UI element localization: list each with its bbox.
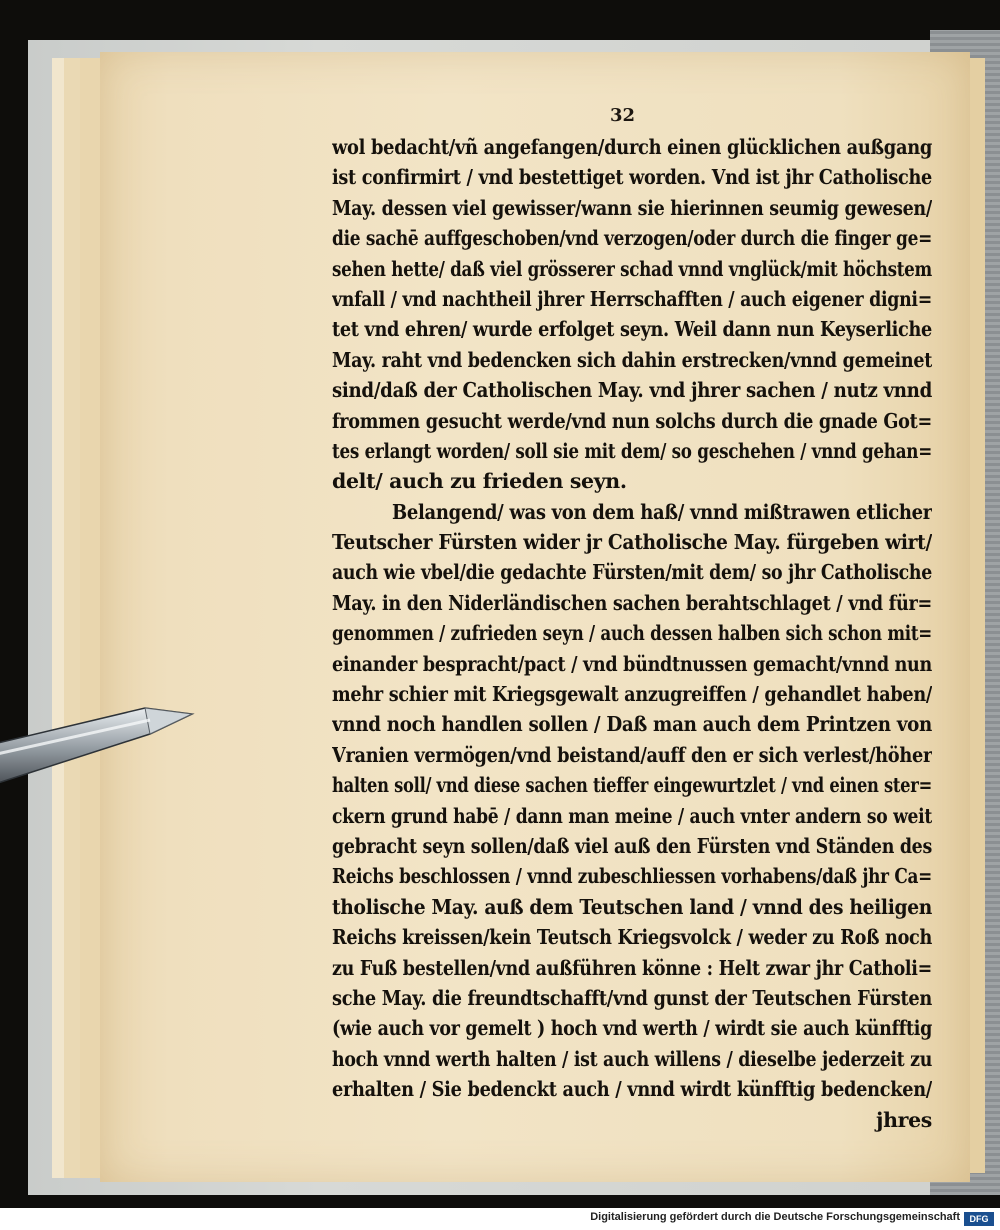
text-line: wol bedacht/vñ angefangen/durch einen glücklichen außgang <box>332 135 932 159</box>
text-line: halten soll/ vnd diese sachen tieffer eingewurtzlet / vnd einen ster= <box>332 773 932 798</box>
footer-bar <box>0 1208 1000 1230</box>
text-line: Vranien vermögen/vnd beistand/auff den er sich verlest/höher <box>332 742 932 767</box>
text-line: hoch vnnd werth halten / ist auch willens / dieselbe jederzeit zu <box>332 1046 932 1071</box>
pen-pointer <box>0 700 200 790</box>
text-line: (wie auch vor gemelt ) hoch vnd werth / wirdt sie auch künfftig <box>332 1016 932 1041</box>
text-line: mehr schier mit Kriegsgewalt anzugreiffen / gehandlet haben/ <box>332 682 932 707</box>
text-line: sche May. die freundtschafft/vnd gunst der Teutschen Fürsten <box>332 985 932 1010</box>
text-line: May. in den Niderländischen sachen berahtschlaget / vnd für= <box>332 590 932 615</box>
text-line: ckern grund habē / dann man meine / auch vnter andern so weit <box>332 803 932 828</box>
text-line: delt/ auch zu frieden seyn. <box>332 469 627 494</box>
text-line: Reichs beschlossen / vnnd zubeschliessen vorhabens/daß jhr Ca= <box>332 864 932 889</box>
catchword: jhres <box>876 1107 932 1132</box>
text-line: tet vnd ehren/ wurde erfolget seyn. Weil dann nun Keyserliche <box>332 317 932 342</box>
page-number: 32 <box>610 105 636 126</box>
text-line: gebracht seyn sollen/daß viel auß den Fürsten vnd Ständen des <box>332 833 932 858</box>
text-line: tes erlangt worden/ soll sie mit dem/ so geschehen / vnnd gehan= <box>332 438 932 463</box>
funding-credit: Digitalisierung gefördert durch die Deutsche Forschungsgemeinschaft <box>590 1211 960 1223</box>
text-line: Reichs kreissen/kein Teutsch Kriegsvolck / weder zu Roß noch <box>332 925 932 950</box>
text-line: sind/daß der Catholischen May. vnd jhrer sachen / nutz vnnd <box>332 378 932 403</box>
text-line: genommen / zufrieden seyn / auch dessen halben sich schon mit= <box>332 621 932 646</box>
text-line: auch wie vbel/die gedachte Fürsten/mit dem/ so jhr Catholische <box>332 560 932 585</box>
dfg-logo: DFG <box>964 1212 994 1226</box>
text-line: Belangend/ was von dem haß/ vnnd mißtrawen etlicher <box>392 499 932 524</box>
text-line: zu Fuß bestellen/vnd außführen könne : Helt zwar jhr Catholi= <box>332 955 932 980</box>
text-line: ist confirmirt / vnd bestettiget worden. Vnd ist jhr Catholische <box>332 165 932 190</box>
text-line: sehen hette/ daß viel grösserer schad vnnd vnglück/mit höchstem <box>332 256 932 281</box>
text-line: vnfall / vnd nachtheil jhrer Herrschafften / auch eigener digni= <box>332 286 932 311</box>
text-line: einander bespracht/pact / vnd bündtnussen gemacht/vnnd nun <box>332 651 932 676</box>
text-line: vnnd noch handlen sollen / Daß man auch dem Printzen von <box>332 712 932 737</box>
text-line: erhalten / Sie bedenckt auch / vnnd wirdt künfftig bedencken/ <box>332 1077 932 1102</box>
text-line: May. raht vnd bedencken sich dahin erstrecken/vnnd gemeinet <box>332 347 932 372</box>
text-line: frommen gesucht werde/vnd nun solchs durch die gnade Got= <box>332 408 932 433</box>
text-line: May. dessen viel gewisser/wann sie hierinnen seumig gewesen/ <box>332 195 932 220</box>
page-text <box>332 132 932 1135</box>
text-line: tholische May. auß dem Teutschen land / vnnd des heiligen <box>332 894 932 919</box>
text-line: Teutscher Fürsten wider jr Catholische May. fürgeben wirt/ <box>332 530 932 555</box>
text-line: die sachē auffgeschoben/vnd verzogen/oder durch die finger ge= <box>332 226 932 251</box>
